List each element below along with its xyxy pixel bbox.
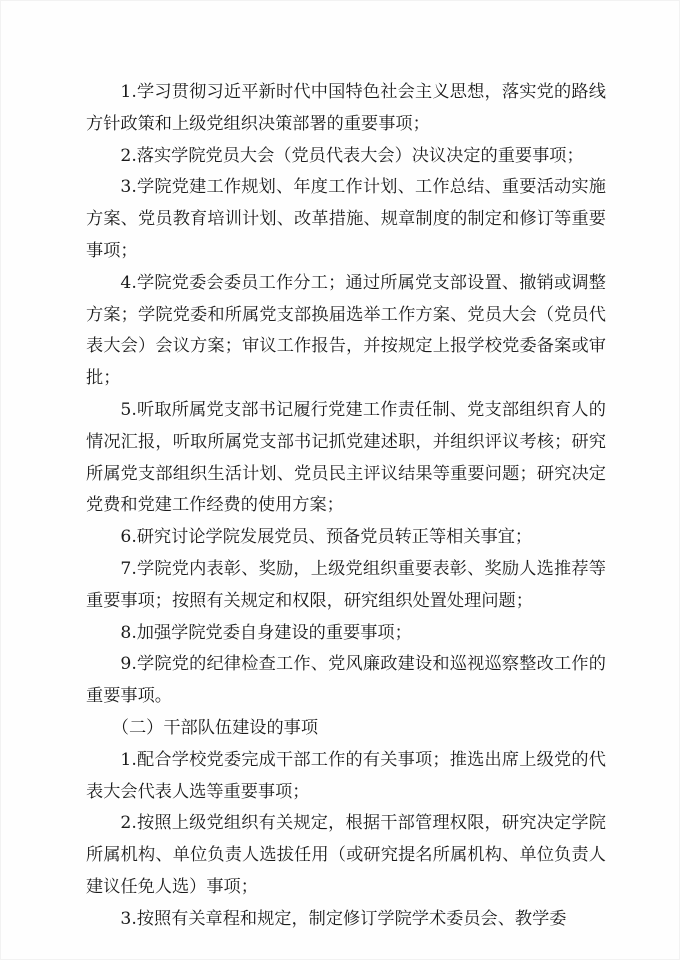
paragraph-item-5: 5.听取所属党支部书记履行党建工作责任制、党支部组织育人的情况汇报，听取所属党支部书记抓党建述职，并组织评议考核；研究所属党支部组织生活计划、党员民主评议结果等重要问题；研究决定党费和党建工作经费的使用方案； (86, 399, 606, 516)
paragraph-item-4: 4.学院党委会委员工作分工；通过所属党支部设置、撤销或调整方案；学院党委和所属党支部换届选举工作方案、党员大会（党员代表大会）会议方案；审议工作报告，并按规定上报学校党委备案或审批； (86, 272, 606, 389)
document-body (86, 77, 606, 936)
paragraph-item-3: 3.学院党建工作规划、年度工作计划、工作总结、重要活动实施方案、党员教育培训计划、改革措施、规章制度的制定和修订等重要事项； (86, 177, 606, 261)
paragraph-item-1: 1.学习贯彻习近平新时代中国特色社会主义思想，落实党的路线方针政策和上级党组织决策部署的重要事项； (86, 82, 606, 134)
paragraph-item-9: 9.学院党的纪律检查工作、党风廉政建设和巡视巡察整改工作的重要事项。 (86, 654, 606, 707)
paragraph-item-cadre-2: 2.按照上级党组织有关规定，根据干部管理权限，研究决定学院所属机构、单位负责人选拔任用（或研究提名所属机构、单位负责人建议任免人选）事项； (86, 813, 606, 897)
paragraph-item-cadre-3: 3.按照有关章程和规定，制定修订学院学术委员会、教学委 (120, 908, 567, 929)
paragraph-item-2: 2.落实学院党员大会（党员代表大会）决议决定的重要事项； (120, 145, 584, 166)
paragraph-item-6: 6.研究讨论学院发展党员、预备党员转正等相关事宜； (120, 527, 533, 548)
paragraph-item-7: 7.学院党内表彰、奖励，上级党组织重要表彰、奖励人选推荐等重要事项；按照有关规定和权限，研究组织处置处理问题； (86, 558, 606, 611)
paragraph-item-cadre-1: 1.配合学校党委完成干部工作的有关事项；推选出席上级党的代表大会代表人选等重要事项； (86, 749, 606, 802)
section-heading: （二）干部队伍建设的事项 (111, 717, 319, 738)
paragraph-item-8: 8.加强学院党委自身建设的重要事项； (120, 622, 412, 643)
